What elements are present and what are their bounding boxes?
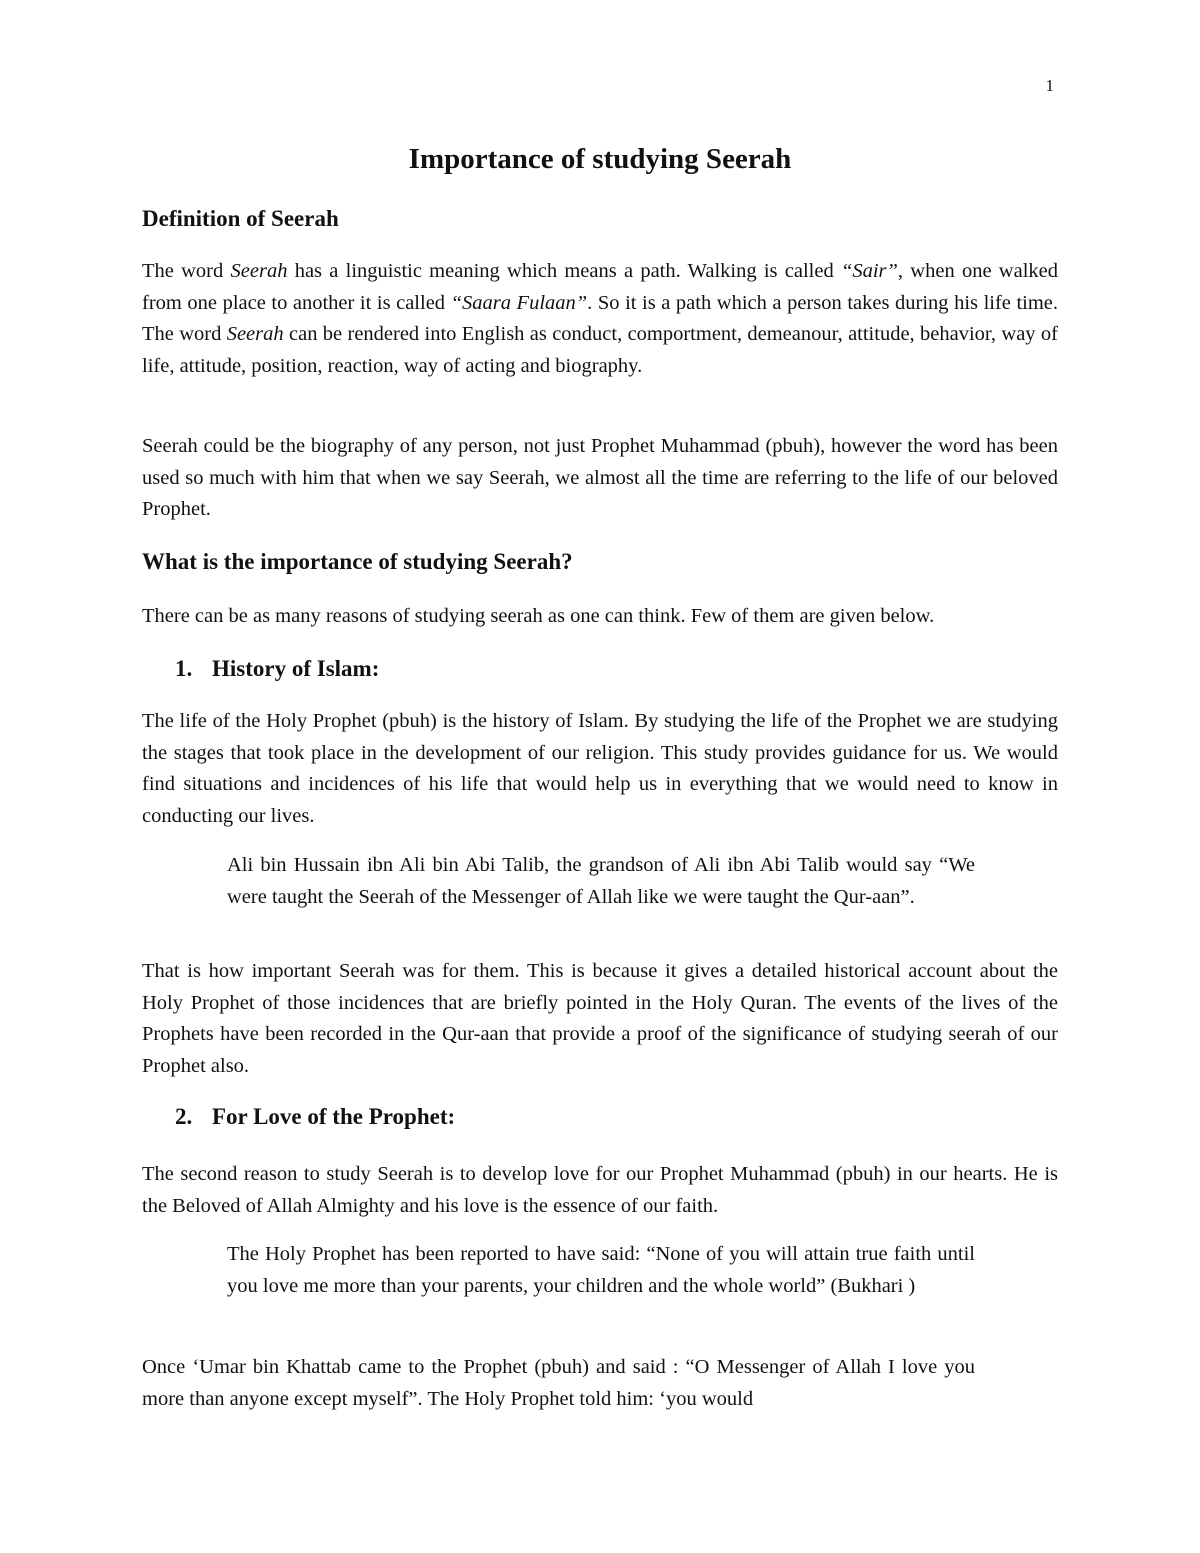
page-number: 1 — [1045, 76, 1054, 95]
importance-intro: There can be as many reasons of studying seerah as one can think. Few of them are given below. — [142, 605, 935, 627]
importance-heading: What is the importance of studying Seerah? — [142, 549, 573, 574]
document-title: Importance of studying Seerah — [408, 143, 792, 175]
history-paragraph: The life of the Holy Prophet (pbuh) is the history of Islam. By studying the life of the Prophet we are studying the stages that took place in the development of our religion. This study provides guidance for us. We would find situations and incidences of his life that would help us in everything that we would need to know in conducting our lives. — [142, 710, 1058, 827]
section-1-heading — [175, 656, 379, 682]
definition-heading: Definition of Seerah — [142, 206, 339, 231]
love-paragraph: The second reason to study Seerah is to develop love for our Prophet Muhammad (pbuh) in our hearts. He is the Beloved of Allah Almighty and his love is the essence of our faith. — [142, 1163, 1058, 1217]
ali-bin-hussain-quote: Ali bin Hussain ibn Ali bin Abi Talib, the grandson of Ali ibn Abi Talib would say “We were taught the Seerah of the Messenger of Allah like we were taught the Qur-aan”. — [227, 854, 975, 908]
section-title: History of Islam: — [212, 656, 380, 681]
historical-account-paragraph: That is how important Seerah was for them. This is because it gives a detailed historical account about the Holy Prophet of those incidences that are briefly pointed in the Holy Quran. The events of the lives of the Prophets have been recorded in the Qur-aan that provide a proof of the significance of studying seerah of our Prophet also. — [142, 960, 1058, 1077]
italic-term: Seerah — [230, 260, 288, 282]
bukhari-hadith-quote: The Holy Prophet has been reported to have said: “None of you will attain true faith until you love me more than your parents, your children and the whole world” (Bukhari ) — [227, 1243, 975, 1297]
definition-paragraph — [142, 256, 1058, 382]
seerah-biography-paragraph: Seerah could be the biography of any person, not just Prophet Muhammad (pbuh), however the word has been used so much with him that when we say Seerah, we almost all the time are referring to the life of our beloved Prophet. — [142, 435, 1058, 520]
italic-term: Seerah — [226, 323, 284, 345]
text-run: , when one walked from one place to another it is called — [142, 260, 1058, 314]
section-number: 2. — [175, 1104, 193, 1129]
italic-term: “Saara Fulaan” — [450, 291, 588, 314]
section-2-heading — [175, 1104, 455, 1130]
text-run: has a linguistic meaning which means a path. Walking is called — [287, 260, 841, 282]
text-run: . So it is a path which a person takes during his life time. The word — [142, 291, 1059, 345]
text-run: can be rendered into English as conduct, comportment, demeanour, attitude, behavior, way of life, attitude, position, reaction, way of acting and biography. — [142, 323, 1058, 377]
italic-term: “Sair” — [840, 260, 898, 282]
umar-paragraph: Once ‘Umar bin Khattab came to the Prophet (pbuh) and said : “O Messenger of Allah I love you more than anyone except myself”. The Holy Prophet told him: ‘you would — [142, 1356, 975, 1410]
section-number: 1. — [175, 656, 193, 681]
section-title: For Love of the Prophet: — [212, 1104, 456, 1129]
text-run: The word — [142, 260, 231, 282]
